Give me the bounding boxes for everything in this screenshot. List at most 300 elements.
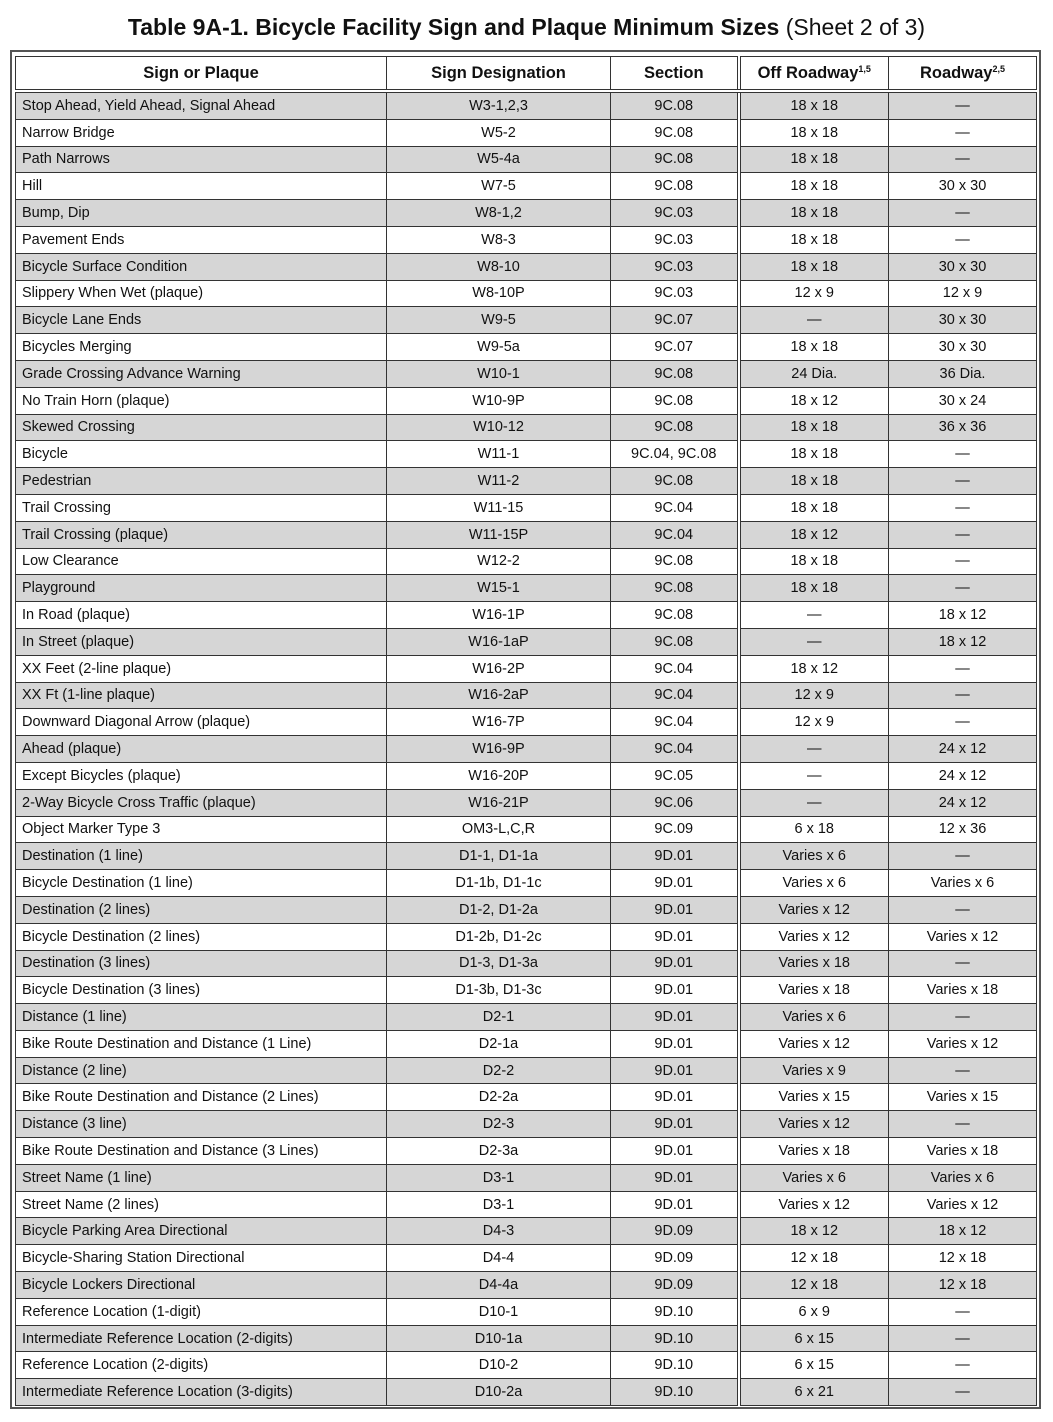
cell-roadway: Varies x 12 bbox=[889, 1030, 1037, 1057]
cell-sign-or-plaque: Bicycle Lockers Directional bbox=[16, 1272, 387, 1299]
cell-off-roadway: — bbox=[739, 602, 889, 629]
table-row bbox=[16, 762, 1037, 789]
cell-off-roadway: — bbox=[739, 762, 889, 789]
cell-off-roadway: Varies x 12 bbox=[739, 923, 889, 950]
cell-section: 9C.04 bbox=[611, 521, 739, 548]
cell-roadway: Varies x 6 bbox=[889, 1164, 1037, 1191]
header-roadway: Roadway$^{2,5}$ bbox=[889, 57, 1037, 92]
cell-roadway: 24 x 12 bbox=[889, 762, 1037, 789]
cell-off-roadway: 18 x 18 bbox=[739, 146, 889, 173]
cell-off-roadway: 18 x 12 bbox=[739, 655, 889, 682]
cell-sign-designation: W10-1 bbox=[387, 360, 611, 387]
cell-sign-designation: OM3-L,C,R bbox=[387, 816, 611, 843]
cell-sign-designation: W16-1aP bbox=[387, 628, 611, 655]
cell-section: 9D.01 bbox=[611, 1111, 739, 1138]
cell-sign-or-plaque: Reference Location (2-digits) bbox=[16, 1352, 387, 1379]
cell-section: 9C.03 bbox=[611, 226, 739, 253]
cell-sign-designation: D1-1b, D1-1c bbox=[387, 870, 611, 897]
cell-section: 9C.08 bbox=[611, 575, 739, 602]
cell-sign-or-plaque: Bicycle bbox=[16, 441, 387, 468]
table-row bbox=[16, 441, 1037, 468]
cell-sign-designation: W8-10P bbox=[387, 280, 611, 307]
cell-off-roadway: 6 x 18 bbox=[739, 816, 889, 843]
cell-sign-or-plaque: Playground bbox=[16, 575, 387, 602]
cell-section: 9D.10 bbox=[611, 1325, 739, 1352]
header-section: Section bbox=[611, 57, 739, 92]
cell-section: 9C.08 bbox=[611, 360, 739, 387]
cell-roadway: — bbox=[889, 1111, 1037, 1138]
table-row bbox=[16, 1057, 1037, 1084]
cell-sign-or-plaque: Bike Route Destination and Distance (1 Line) bbox=[16, 1030, 387, 1057]
cell-sign-or-plaque: Bicycle Destination (1 line) bbox=[16, 870, 387, 897]
cell-sign-designation: D1-2, D1-2a bbox=[387, 896, 611, 923]
cell-section: 9D.01 bbox=[611, 1084, 739, 1111]
cell-section: 9D.01 bbox=[611, 870, 739, 897]
cell-sign-or-plaque: Pedestrian bbox=[16, 468, 387, 495]
cell-roadway: Varies x 18 bbox=[889, 1138, 1037, 1165]
table-title-main: Table 9A-1. Bicycle Facility Sign and Plaque Minimum Sizes bbox=[127, 14, 780, 40]
cell-off-roadway: 12 x 18 bbox=[739, 1245, 889, 1272]
table-body bbox=[16, 91, 1037, 1406]
cell-roadway: 12 x 18 bbox=[889, 1272, 1037, 1299]
table-row bbox=[16, 602, 1037, 629]
table-row bbox=[16, 816, 1037, 843]
table-row bbox=[16, 977, 1037, 1004]
cell-sign-or-plaque: Skewed Crossing bbox=[16, 414, 387, 441]
header-off-roadway: Off Roadway$^{1,5}$ bbox=[739, 57, 889, 92]
cell-sign-or-plaque: Destination (2 lines) bbox=[16, 896, 387, 923]
table-row bbox=[16, 1245, 1037, 1272]
table-row bbox=[16, 1191, 1037, 1218]
cell-section: 9C.08 bbox=[611, 173, 739, 200]
cell-off-roadway: Varies x 6 bbox=[739, 870, 889, 897]
cell-section: 9C.04 bbox=[611, 682, 739, 709]
cell-section: 9C.04 bbox=[611, 655, 739, 682]
cell-sign-or-plaque: Bicycle-Sharing Station Directional bbox=[16, 1245, 387, 1272]
cell-off-roadway: — bbox=[739, 789, 889, 816]
cell-sign-designation: W11-15P bbox=[387, 521, 611, 548]
off-roadway-footnote: 1,5 bbox=[858, 63, 871, 74]
table-row bbox=[16, 896, 1037, 923]
cell-section: 9C.08 bbox=[611, 387, 739, 414]
cell-section: 9D.01 bbox=[611, 1138, 739, 1165]
cell-off-roadway: 18 x 18 bbox=[739, 173, 889, 200]
cell-sign-or-plaque: Narrow Bridge bbox=[16, 119, 387, 146]
cell-sign-or-plaque: Bicycles Merging bbox=[16, 334, 387, 361]
cell-off-roadway: 12 x 9 bbox=[739, 280, 889, 307]
cell-roadway: 30 x 30 bbox=[889, 173, 1037, 200]
cell-off-roadway: Varies x 6 bbox=[739, 1004, 889, 1031]
cell-roadway: — bbox=[889, 896, 1037, 923]
cell-off-roadway: 18 x 18 bbox=[739, 226, 889, 253]
cell-roadway: 36 x 36 bbox=[889, 414, 1037, 441]
cell-section: 9D.01 bbox=[611, 977, 739, 1004]
table-title bbox=[0, 12, 1053, 42]
table-title-sheet: (Sheet 2 of 3) bbox=[785, 14, 926, 40]
table-row bbox=[16, 1004, 1037, 1031]
cell-roadway: 18 x 12 bbox=[889, 602, 1037, 629]
cell-sign-or-plaque: No Train Horn (plaque) bbox=[16, 387, 387, 414]
cell-section: 9D.01 bbox=[611, 923, 739, 950]
cell-roadway: 30 x 24 bbox=[889, 387, 1037, 414]
table-row bbox=[16, 1030, 1037, 1057]
cell-sign-designation: D4-3 bbox=[387, 1218, 611, 1245]
cell-sign-designation: D1-2b, D1-2c bbox=[387, 923, 611, 950]
cell-roadway: — bbox=[889, 682, 1037, 709]
cell-roadway: Varies x 6 bbox=[889, 870, 1037, 897]
cell-off-roadway: 18 x 18 bbox=[739, 91, 889, 119]
cell-sign-or-plaque: Distance (1 line) bbox=[16, 1004, 387, 1031]
cell-sign-or-plaque: Trail Crossing bbox=[16, 494, 387, 521]
cell-sign-designation: D10-2 bbox=[387, 1352, 611, 1379]
cell-off-roadway: 18 x 12 bbox=[739, 1218, 889, 1245]
cell-off-roadway: 18 x 18 bbox=[739, 119, 889, 146]
cell-roadway: — bbox=[889, 468, 1037, 495]
cell-sign-designation: W16-7P bbox=[387, 709, 611, 736]
cell-off-roadway: Varies x 18 bbox=[739, 1138, 889, 1165]
cell-sign-or-plaque: Object Marker Type 3 bbox=[16, 816, 387, 843]
cell-sign-designation: D2-3 bbox=[387, 1111, 611, 1138]
cell-sign-or-plaque: Bike Route Destination and Distance (3 Lines) bbox=[16, 1138, 387, 1165]
table-row bbox=[16, 548, 1037, 575]
header-sign-or-plaque: Sign or Plaque bbox=[16, 57, 387, 92]
cell-sign-designation: D4-4a bbox=[387, 1272, 611, 1299]
cell-off-roadway: Varies x 18 bbox=[739, 977, 889, 1004]
cell-sign-designation: D2-2a bbox=[387, 1084, 611, 1111]
cell-sign-or-plaque: Reference Location (1-digit) bbox=[16, 1298, 387, 1325]
sign-size-table bbox=[15, 56, 1037, 1406]
cell-sign-or-plaque: Stop Ahead, Yield Ahead, Signal Ahead bbox=[16, 91, 387, 119]
cell-roadway: — bbox=[889, 1379, 1037, 1406]
table-row bbox=[16, 200, 1037, 227]
table-row bbox=[16, 414, 1037, 441]
cell-sign-designation: W16-9P bbox=[387, 736, 611, 763]
cell-off-roadway: — bbox=[739, 628, 889, 655]
cell-off-roadway: 18 x 18 bbox=[739, 441, 889, 468]
cell-sign-or-plaque: Bicycle Destination (2 lines) bbox=[16, 923, 387, 950]
cell-sign-or-plaque: Bicycle Destination (3 lines) bbox=[16, 977, 387, 1004]
cell-off-roadway: 18 x 18 bbox=[739, 253, 889, 280]
cell-sign-or-plaque: Trail Crossing (plaque) bbox=[16, 521, 387, 548]
cell-roadway: — bbox=[889, 119, 1037, 146]
table-row bbox=[16, 1379, 1037, 1406]
cell-off-roadway: 18 x 12 bbox=[739, 521, 889, 548]
cell-section: 9C.06 bbox=[611, 789, 739, 816]
cell-off-roadway: 6 x 15 bbox=[739, 1325, 889, 1352]
cell-sign-designation: D2-3a bbox=[387, 1138, 611, 1165]
cell-section: 9D.01 bbox=[611, 843, 739, 870]
cell-off-roadway: — bbox=[739, 736, 889, 763]
cell-off-roadway: 12 x 9 bbox=[739, 709, 889, 736]
table-row bbox=[16, 119, 1037, 146]
cell-sign-designation: W16-20P bbox=[387, 762, 611, 789]
table-row bbox=[16, 1111, 1037, 1138]
cell-sign-or-plaque: Intermediate Reference Location (2-digits) bbox=[16, 1325, 387, 1352]
cell-sign-or-plaque: Ahead (plaque) bbox=[16, 736, 387, 763]
table-row bbox=[16, 173, 1037, 200]
cell-sign-designation: W16-1P bbox=[387, 602, 611, 629]
cell-section: 9C.08 bbox=[611, 91, 739, 119]
table-row bbox=[16, 1084, 1037, 1111]
table-row bbox=[16, 91, 1037, 119]
table-row bbox=[16, 575, 1037, 602]
table-row bbox=[16, 628, 1037, 655]
cell-section: 9C.08 bbox=[611, 602, 739, 629]
cell-off-roadway: Varies x 9 bbox=[739, 1057, 889, 1084]
cell-off-roadway: 18 x 18 bbox=[739, 494, 889, 521]
cell-section: 9C.07 bbox=[611, 334, 739, 361]
table-row bbox=[16, 843, 1037, 870]
cell-roadway: — bbox=[889, 1325, 1037, 1352]
cell-roadway: — bbox=[889, 1298, 1037, 1325]
table-row bbox=[16, 334, 1037, 361]
cell-roadway: — bbox=[889, 548, 1037, 575]
table-row bbox=[16, 280, 1037, 307]
cell-section: 9C.04, 9C.08 bbox=[611, 441, 739, 468]
cell-sign-designation: D10-1 bbox=[387, 1298, 611, 1325]
cell-off-roadway: 6 x 9 bbox=[739, 1298, 889, 1325]
cell-section: 9D.01 bbox=[611, 1057, 739, 1084]
cell-roadway: 30 x 30 bbox=[889, 253, 1037, 280]
table-row bbox=[16, 682, 1037, 709]
table-row bbox=[16, 923, 1037, 950]
cell-section: 9C.04 bbox=[611, 494, 739, 521]
cell-section: 9D.01 bbox=[611, 1004, 739, 1031]
cell-roadway: — bbox=[889, 91, 1037, 119]
cell-sign-or-plaque: Street Name (1 line) bbox=[16, 1164, 387, 1191]
table-row bbox=[16, 709, 1037, 736]
cell-roadway: — bbox=[889, 709, 1037, 736]
cell-sign-designation: D1-1, D1-1a bbox=[387, 843, 611, 870]
cell-section: 9D.01 bbox=[611, 950, 739, 977]
cell-off-roadway: 24 Dia. bbox=[739, 360, 889, 387]
cell-sign-or-plaque: Hill bbox=[16, 173, 387, 200]
cell-off-roadway: 6 x 15 bbox=[739, 1352, 889, 1379]
cell-sign-designation: W16-2aP bbox=[387, 682, 611, 709]
roadway-footnote: 2,5 bbox=[992, 63, 1005, 74]
table-row bbox=[16, 1298, 1037, 1325]
cell-section: 9D.10 bbox=[611, 1352, 739, 1379]
table-row bbox=[16, 736, 1037, 763]
cell-sign-or-plaque: Bike Route Destination and Distance (2 Lines) bbox=[16, 1084, 387, 1111]
cell-off-roadway: 18 x 18 bbox=[739, 334, 889, 361]
cell-section: 9C.08 bbox=[611, 628, 739, 655]
cell-sign-or-plaque: In Road (plaque) bbox=[16, 602, 387, 629]
cell-section: 9D.01 bbox=[611, 896, 739, 923]
cell-off-roadway: — bbox=[739, 307, 889, 334]
cell-sign-designation: W3-1,2,3 bbox=[387, 91, 611, 119]
cell-sign-designation: W11-2 bbox=[387, 468, 611, 495]
cell-sign-designation: D10-1a bbox=[387, 1325, 611, 1352]
cell-sign-or-plaque: Grade Crossing Advance Warning bbox=[16, 360, 387, 387]
table-row bbox=[16, 146, 1037, 173]
cell-sign-or-plaque: In Street (plaque) bbox=[16, 628, 387, 655]
table-row bbox=[16, 387, 1037, 414]
cell-sign-designation: D10-2a bbox=[387, 1379, 611, 1406]
cell-sign-or-plaque: Downward Diagonal Arrow (plaque) bbox=[16, 709, 387, 736]
cell-sign-designation: D3-1 bbox=[387, 1164, 611, 1191]
table-row bbox=[16, 1272, 1037, 1299]
cell-sign-designation: W9-5 bbox=[387, 307, 611, 334]
cell-roadway: — bbox=[889, 843, 1037, 870]
cell-section: 9C.04 bbox=[611, 709, 739, 736]
cell-section: 9D.01 bbox=[611, 1191, 739, 1218]
cell-sign-designation: W9-5a bbox=[387, 334, 611, 361]
cell-section: 9C.03 bbox=[611, 280, 739, 307]
cell-roadway: — bbox=[889, 1057, 1037, 1084]
table-row bbox=[16, 655, 1037, 682]
cell-sign-designation: W12-2 bbox=[387, 548, 611, 575]
table-row bbox=[16, 1218, 1037, 1245]
cell-section: 9C.08 bbox=[611, 146, 739, 173]
cell-off-roadway: Varies x 18 bbox=[739, 950, 889, 977]
cell-sign-designation: W8-3 bbox=[387, 226, 611, 253]
cell-sign-or-plaque: Bump, Dip bbox=[16, 200, 387, 227]
cell-sign-or-plaque: Street Name (2 lines) bbox=[16, 1191, 387, 1218]
cell-off-roadway: Varies x 12 bbox=[739, 1030, 889, 1057]
cell-roadway: — bbox=[889, 226, 1037, 253]
table-row bbox=[16, 1352, 1037, 1379]
cell-section: 9C.04 bbox=[611, 736, 739, 763]
table-row bbox=[16, 870, 1037, 897]
cell-off-roadway: 18 x 18 bbox=[739, 575, 889, 602]
cell-roadway: Varies x 12 bbox=[889, 1191, 1037, 1218]
cell-off-roadway: Varies x 6 bbox=[739, 843, 889, 870]
cell-off-roadway: Varies x 12 bbox=[739, 1111, 889, 1138]
cell-sign-or-plaque: Intermediate Reference Location (3-digits) bbox=[16, 1379, 387, 1406]
cell-roadway: — bbox=[889, 494, 1037, 521]
cell-off-roadway: 18 x 18 bbox=[739, 468, 889, 495]
cell-sign-or-plaque: Distance (3 line) bbox=[16, 1111, 387, 1138]
cell-sign-designation: W15-1 bbox=[387, 575, 611, 602]
table-row bbox=[16, 226, 1037, 253]
table-row bbox=[16, 1164, 1037, 1191]
cell-roadway: — bbox=[889, 575, 1037, 602]
cell-roadway: 30 x 30 bbox=[889, 334, 1037, 361]
cell-roadway: — bbox=[889, 1352, 1037, 1379]
cell-roadway: Varies x 15 bbox=[889, 1084, 1037, 1111]
cell-sign-or-plaque: Pavement Ends bbox=[16, 226, 387, 253]
header-sign-designation: Sign Designation bbox=[387, 57, 611, 92]
table-row bbox=[16, 360, 1037, 387]
cell-section: 9C.08 bbox=[611, 119, 739, 146]
cell-sign-designation: W10-12 bbox=[387, 414, 611, 441]
cell-section: 9D.09 bbox=[611, 1245, 739, 1272]
cell-sign-or-plaque: Except Bicycles (plaque) bbox=[16, 762, 387, 789]
cell-sign-or-plaque: Bicycle Surface Condition bbox=[16, 253, 387, 280]
cell-sign-designation: D2-1 bbox=[387, 1004, 611, 1031]
cell-roadway: Varies x 18 bbox=[889, 977, 1037, 1004]
cell-roadway: — bbox=[889, 521, 1037, 548]
table-row bbox=[16, 253, 1037, 280]
cell-off-roadway: 18 x 18 bbox=[739, 548, 889, 575]
cell-sign-designation: W16-21P bbox=[387, 789, 611, 816]
cell-sign-or-plaque: Bicycle Parking Area Directional bbox=[16, 1218, 387, 1245]
cell-roadway: — bbox=[889, 655, 1037, 682]
cell-section: 9C.03 bbox=[611, 253, 739, 280]
cell-roadway: — bbox=[889, 441, 1037, 468]
cell-sign-or-plaque: 2-Way Bicycle Cross Traffic (plaque) bbox=[16, 789, 387, 816]
cell-off-roadway: Varies x 12 bbox=[739, 1191, 889, 1218]
cell-sign-or-plaque: Path Narrows bbox=[16, 146, 387, 173]
cell-sign-designation: W5-4a bbox=[387, 146, 611, 173]
cell-section: 9C.08 bbox=[611, 468, 739, 495]
cell-sign-or-plaque: Slippery When Wet (plaque) bbox=[16, 280, 387, 307]
cell-off-roadway: Varies x 12 bbox=[739, 896, 889, 923]
cell-roadway: 12 x 36 bbox=[889, 816, 1037, 843]
cell-off-roadway: Varies x 6 bbox=[739, 1164, 889, 1191]
table-row bbox=[16, 950, 1037, 977]
cell-section: 9C.08 bbox=[611, 548, 739, 575]
cell-sign-designation: D3-1 bbox=[387, 1191, 611, 1218]
cell-sign-or-plaque: Low Clearance bbox=[16, 548, 387, 575]
cell-sign-or-plaque: Bicycle Lane Ends bbox=[16, 307, 387, 334]
cell-roadway: — bbox=[889, 950, 1037, 977]
cell-off-roadway: 6 x 21 bbox=[739, 1379, 889, 1406]
cell-off-roadway: 18 x 18 bbox=[739, 200, 889, 227]
cell-section: 9C.07 bbox=[611, 307, 739, 334]
cell-roadway: 24 x 12 bbox=[889, 736, 1037, 763]
cell-section: 9D.09 bbox=[611, 1218, 739, 1245]
cell-roadway: 36 Dia. bbox=[889, 360, 1037, 387]
cell-roadway: 24 x 12 bbox=[889, 789, 1037, 816]
table-row bbox=[16, 1138, 1037, 1165]
cell-section: 9D.10 bbox=[611, 1379, 739, 1406]
cell-sign-designation: W11-1 bbox=[387, 441, 611, 468]
cell-sign-designation: D1-3b, D1-3c bbox=[387, 977, 611, 1004]
cell-roadway: 12 x 18 bbox=[889, 1245, 1037, 1272]
cell-sign-designation: W8-1,2 bbox=[387, 200, 611, 227]
cell-off-roadway: 12 x 9 bbox=[739, 682, 889, 709]
cell-sign-designation: D2-2 bbox=[387, 1057, 611, 1084]
cell-section: 9D.09 bbox=[611, 1272, 739, 1299]
cell-section: 9C.03 bbox=[611, 200, 739, 227]
cell-sign-designation: W5-2 bbox=[387, 119, 611, 146]
cell-roadway: Varies x 12 bbox=[889, 923, 1037, 950]
cell-sign-designation: W10-9P bbox=[387, 387, 611, 414]
cell-sign-or-plaque: Destination (1 line) bbox=[16, 843, 387, 870]
cell-roadway: 12 x 9 bbox=[889, 280, 1037, 307]
cell-section: 9D.10 bbox=[611, 1298, 739, 1325]
cell-roadway: — bbox=[889, 200, 1037, 227]
cell-sign-designation: W11-15 bbox=[387, 494, 611, 521]
cell-sign-designation: W7-5 bbox=[387, 173, 611, 200]
cell-sign-or-plaque: XX Ft (1-line plaque) bbox=[16, 682, 387, 709]
cell-off-roadway: 18 x 12 bbox=[739, 387, 889, 414]
cell-sign-designation: W16-2P bbox=[387, 655, 611, 682]
cell-sign-designation: W8-10 bbox=[387, 253, 611, 280]
cell-sign-or-plaque: Destination (3 lines) bbox=[16, 950, 387, 977]
cell-section: 9D.01 bbox=[611, 1030, 739, 1057]
cell-section: 9C.09 bbox=[611, 816, 739, 843]
cell-sign-designation: D2-1a bbox=[387, 1030, 611, 1057]
cell-sign-or-plaque: Distance (2 line) bbox=[16, 1057, 387, 1084]
cell-off-roadway: 12 x 18 bbox=[739, 1272, 889, 1299]
cell-roadway: 18 x 12 bbox=[889, 1218, 1037, 1245]
cell-sign-or-plaque: XX Feet (2-line plaque) bbox=[16, 655, 387, 682]
cell-sign-designation: D1-3, D1-3a bbox=[387, 950, 611, 977]
cell-section: 9D.01 bbox=[611, 1164, 739, 1191]
cell-roadway: — bbox=[889, 146, 1037, 173]
cell-sign-designation: D4-4 bbox=[387, 1245, 611, 1272]
table-row bbox=[16, 494, 1037, 521]
cell-roadway: 18 x 12 bbox=[889, 628, 1037, 655]
cell-section: 9C.05 bbox=[611, 762, 739, 789]
table-row bbox=[16, 307, 1037, 334]
table-header-row bbox=[16, 57, 1037, 92]
table-row bbox=[16, 1325, 1037, 1352]
table-row bbox=[16, 789, 1037, 816]
